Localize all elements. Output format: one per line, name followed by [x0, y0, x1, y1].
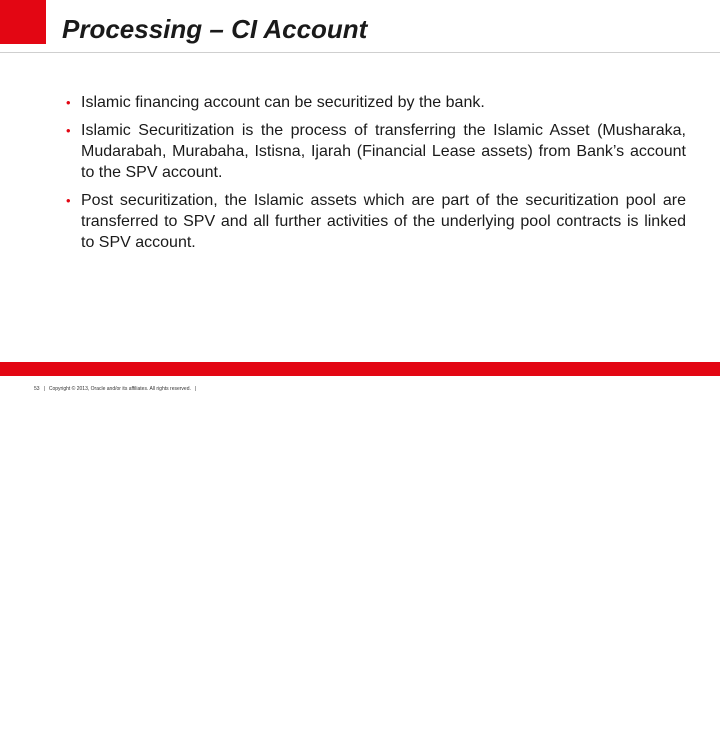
- footer: [34, 386, 200, 392]
- slide-title: Processing – CI Account: [62, 14, 368, 44]
- footer-separator: |: [194, 386, 197, 392]
- page-number: 53: [34, 386, 40, 392]
- brand-red-block: [0, 0, 46, 44]
- bullet-list: [66, 92, 686, 260]
- bullet-text: Post securitization, the Islamic assets which are part of the securitization pool are transferred to SPV and all further activities of the underlying pool contracts is linked to SPV account.: [81, 192, 686, 251]
- footer-separator: |: [43, 386, 45, 392]
- bullet-item: [66, 92, 686, 113]
- bullet-text: Islamic financing account can be securitized by the bank.: [81, 94, 485, 111]
- bullet-icon: •: [66, 95, 71, 110]
- title-divider: [0, 52, 720, 53]
- copyright-text: Copyright © 2013, Oracle and/or its affiliates. All rights reserved.: [48, 386, 191, 392]
- oracle-logo: ORACLE: [643, 726, 684, 736]
- bullet-icon: •: [66, 193, 71, 208]
- bullet-item: [66, 120, 686, 183]
- bullet-item: [66, 190, 686, 253]
- bullet-text: Islamic Securitization is the process of transferring the Islamic Asset (Musharaka, Mudarabah, Murabaha, Istisna, Ijarah (Financial Lease assets) from Bank’s account to the SPV account.: [81, 122, 686, 181]
- bullet-icon: •: [66, 123, 71, 138]
